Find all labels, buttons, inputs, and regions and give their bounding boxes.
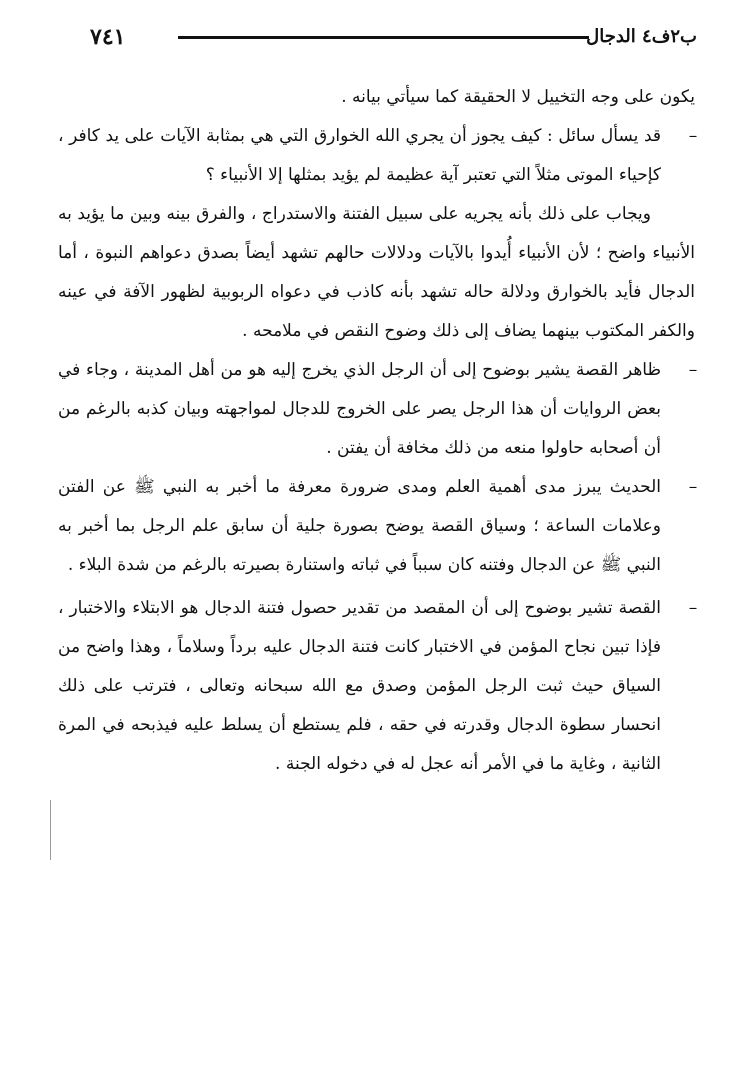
bullet-paragraph [58, 589, 698, 784]
paragraph-continuation: يكون على وجه التخييل لا الحقيقة كما سيأتي بيانه . [341, 87, 695, 107]
indented-paragraph: ويجاب على ذلك بأنه يجريه على سبيل الفتنة والاستدراج ، والفرق بينه وبين ما يؤيد به الأنبياء واضح ؛ لأن الأنبياء أُيدوا بالآيات ودلالات حالهم تشهد أيضاً بصدق دعواهم النبوة ، أما الدجال فأيد بالخوارق ودلالة حاله تشهد بأنه كاذب في دعواه الربوبية لظهور الآفة في عينه والكفر المكتوب بينهما يضاف إلى ذلك وضوح النقص في ملامحه . [58, 204, 695, 341]
bullet-text: قد يسأل سائل : كيف يجوز أن يجري الله الخوارق التي هي بمثابة الآيات على يد كافر ، كإحياء الموتى مثلاً التي تعتبر آية عظيمة لم يؤيد بمثلها إلا الأنبياء ؟ [58, 126, 661, 185]
page-number: ٧٤١ [90, 24, 126, 50]
bullet-text: القصة تشير بوضوح إلى أن المقصد من تقدير حصول فتنة الدجال هو الابتلاء والاختبار ، فإذا تبين نجاح المؤمن في الاختبار كانت فتنة الدجال عليه برداً وسلاماً ، وهذا واضح من السياق حيث ثبت الرجل المؤمن وصدق مع الله سبحانه وتعالى ، فترتب على ذلك انحسار سطوة الدجال وقدرته في حقه ، فلم يستطع أن يسلط عليه فيذبحه في المرة الثانية ، وغاية ما في الأمر أنه عجل له في دخوله الجنة . [58, 598, 661, 774]
main-text [58, 78, 698, 784]
running-title: ب٢ف٤ الدجال [586, 26, 697, 47]
page-header [78, 22, 697, 52]
bullet-dash: – [688, 360, 698, 380]
bullet-text: ظاهر القصة يشير بوضوح إلى أن الرجل الذي يخرج إليه هو من أهل المدينة ، وجاء في بعض الروايات أن هذا الرجل يصر على الخروج للدجال لمواجهته وبيان كذبه بالرغم من أن أصحابه حاولوا منعه من ذلك مخافة أن يفتن . [58, 360, 661, 458]
bullet-dash: – [688, 598, 698, 618]
bullet-dash: – [688, 126, 698, 146]
bullet-paragraph [58, 468, 698, 585]
margin-line [50, 800, 51, 860]
bullet-dash: – [688, 477, 698, 497]
bullet-text: الحديث يبرز مدى أهمية العلم ومدى ضرورة معرفة ما أخبر به النبي ﷺ عن الفتن وعلامات الساعة ؛ وسياق القصة يوضح بصورة جلية أن سابق علم الرجل بما أخبر به النبي ﷺ عن الدجال وفتنه كان سبباً في ثباته واستنارة بصيرته بالرغم من شدة البلاء . [58, 477, 661, 575]
bullet-paragraph [58, 351, 698, 468]
header-rule [178, 36, 589, 39]
bullet-paragraph [58, 117, 698, 195]
